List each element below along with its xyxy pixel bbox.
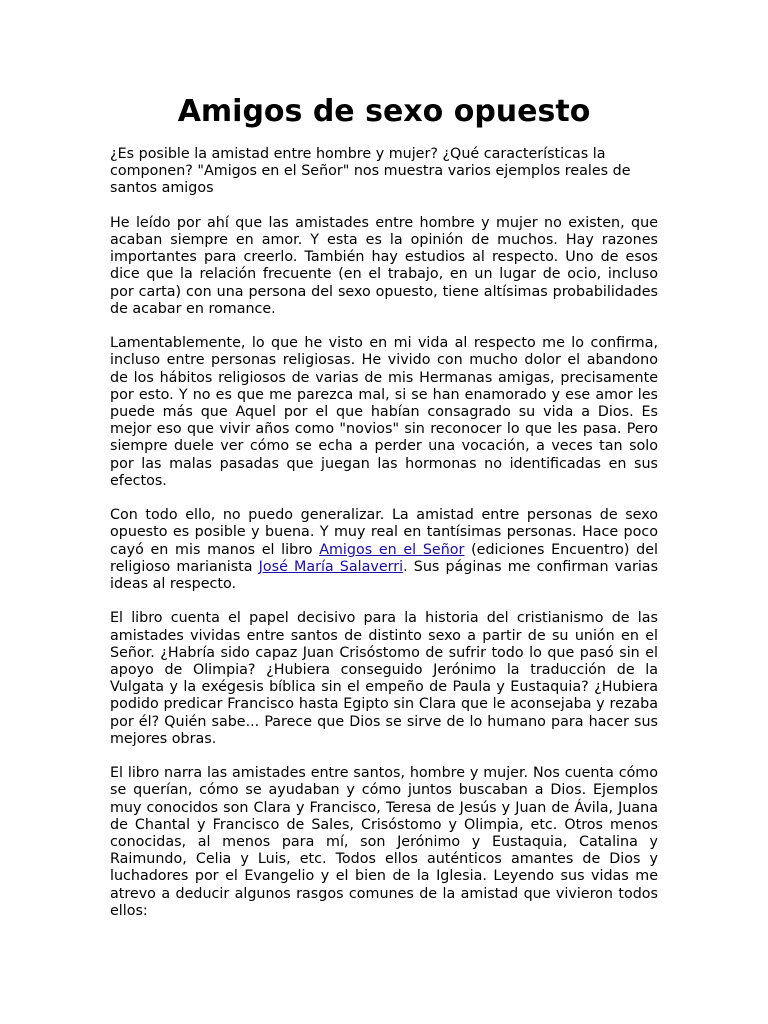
paragraph-4-text-2: (ediciones Encuentro) del religioso marianista (110, 541, 658, 575)
page-title: Amigos de sexo opuesto (177, 94, 591, 129)
author-link-jose-maria-salaverri[interactable]: José María Salaverri (258, 558, 404, 575)
paragraph-3: Lamentablemente, lo que he visto en mi vida al respecto me lo confirma, incluso entre personas religiosas. He vivido con mucho dolor el abandono de los hábitos religiosos de varias de mis Hermanas amigas, precisamente por esto. Y no es que me parezca mal, si se han enamorado y ese amor les puede más que Aquel por el que habían consagrado su vida a Dios. Es mejor eso que vivir años como "novios" sin reconocer lo que les pasa. Pero siempre duele ver cómo se echa a perder una vocación, a veces tan solo por las malas pasadas que juegan las hormonas no identificadas en sus efectos. (110, 335, 658, 489)
book-link-amigos-en-el-senor[interactable]: Amigos en el Señor (319, 541, 465, 558)
paragraph-4-text-1: Con todo ello, no puedo generalizar. La amistad entre personas de sexo opuesto es posible y buena. Y muy real en tantísimas personas. Hace poco cayó en mis manos el libro (110, 507, 658, 558)
paragraph-4-text-3: . Sus páginas me confirman varias ideas al respecto. (110, 558, 659, 593)
paragraph-4 (110, 507, 658, 593)
article-body (110, 146, 658, 937)
paragraph-6: El libro narra las amistades entre santos, hombre y mujer. Nos cuenta cómo se querían, cómo se ayudaban y cómo juntos buscaban a Dios. Ejemplos muy conocidos son Clara y Francisco, Teresa de Jesús y Juan de Ávila, Juana de Chantal y Francisco de Sales, Crisóstomo y Olimpia, etc. Otros menos conocidas, al menos para mí, son Jerónimo y Eustaquia, Catalina y Raimundo, Celia y Luis, etc. Todos ellos auténticos amantes de Dios y luchadores por el Evangelio y el bien de la Iglesia. Leyendo sus vidas me atrevo a deducir algunos rasgos comunes de la amistad que vivieron todos ellos: (110, 765, 658, 919)
paragraph-5: El libro cuenta el papel decisivo para la historia del cristianismo de las amistades vividas entre santos de distinto sexo a partir de su unión en el Señor. ¿Habría sido capaz Juan Crisóstomo de sufrir todo lo que pasó sin el apoyo de Olimpia? ¿Hubiera conseguido Jerónimo la traducción de la Vulgata y la exégesis bíblica sin el empeño de Paula y Eustaquia? ¿Hubiera podido predicar Francisco hasta Egipto sin Clara que le aconsejaba y rezaba por él? Quién sabe... Parece que Dios se sirve de lo humano para hacer sus mejores obras. (110, 610, 658, 747)
paragraph-2: He leído por ahí que las amistades entre hombre y mujer no existen, que acaban siempre en amor. Y esta es la opinión de muchos. Hay razones importantes para creerlo. También hay estudios al respecto. Uno de esos dice que la relación frecuente (en el trabajo, en un lugar de ocio, incluso por carta) con una persona del sexo opuesto, tiene altísimas probabilidades de acabar en romance. (110, 214, 658, 317)
paragraph-intro: ¿Es posible la amistad entre hombre y mujer? ¿Qué características la componen? "Amigos en el Señor" nos muestra varios ejemplos reales de santos amigos (110, 146, 631, 197)
